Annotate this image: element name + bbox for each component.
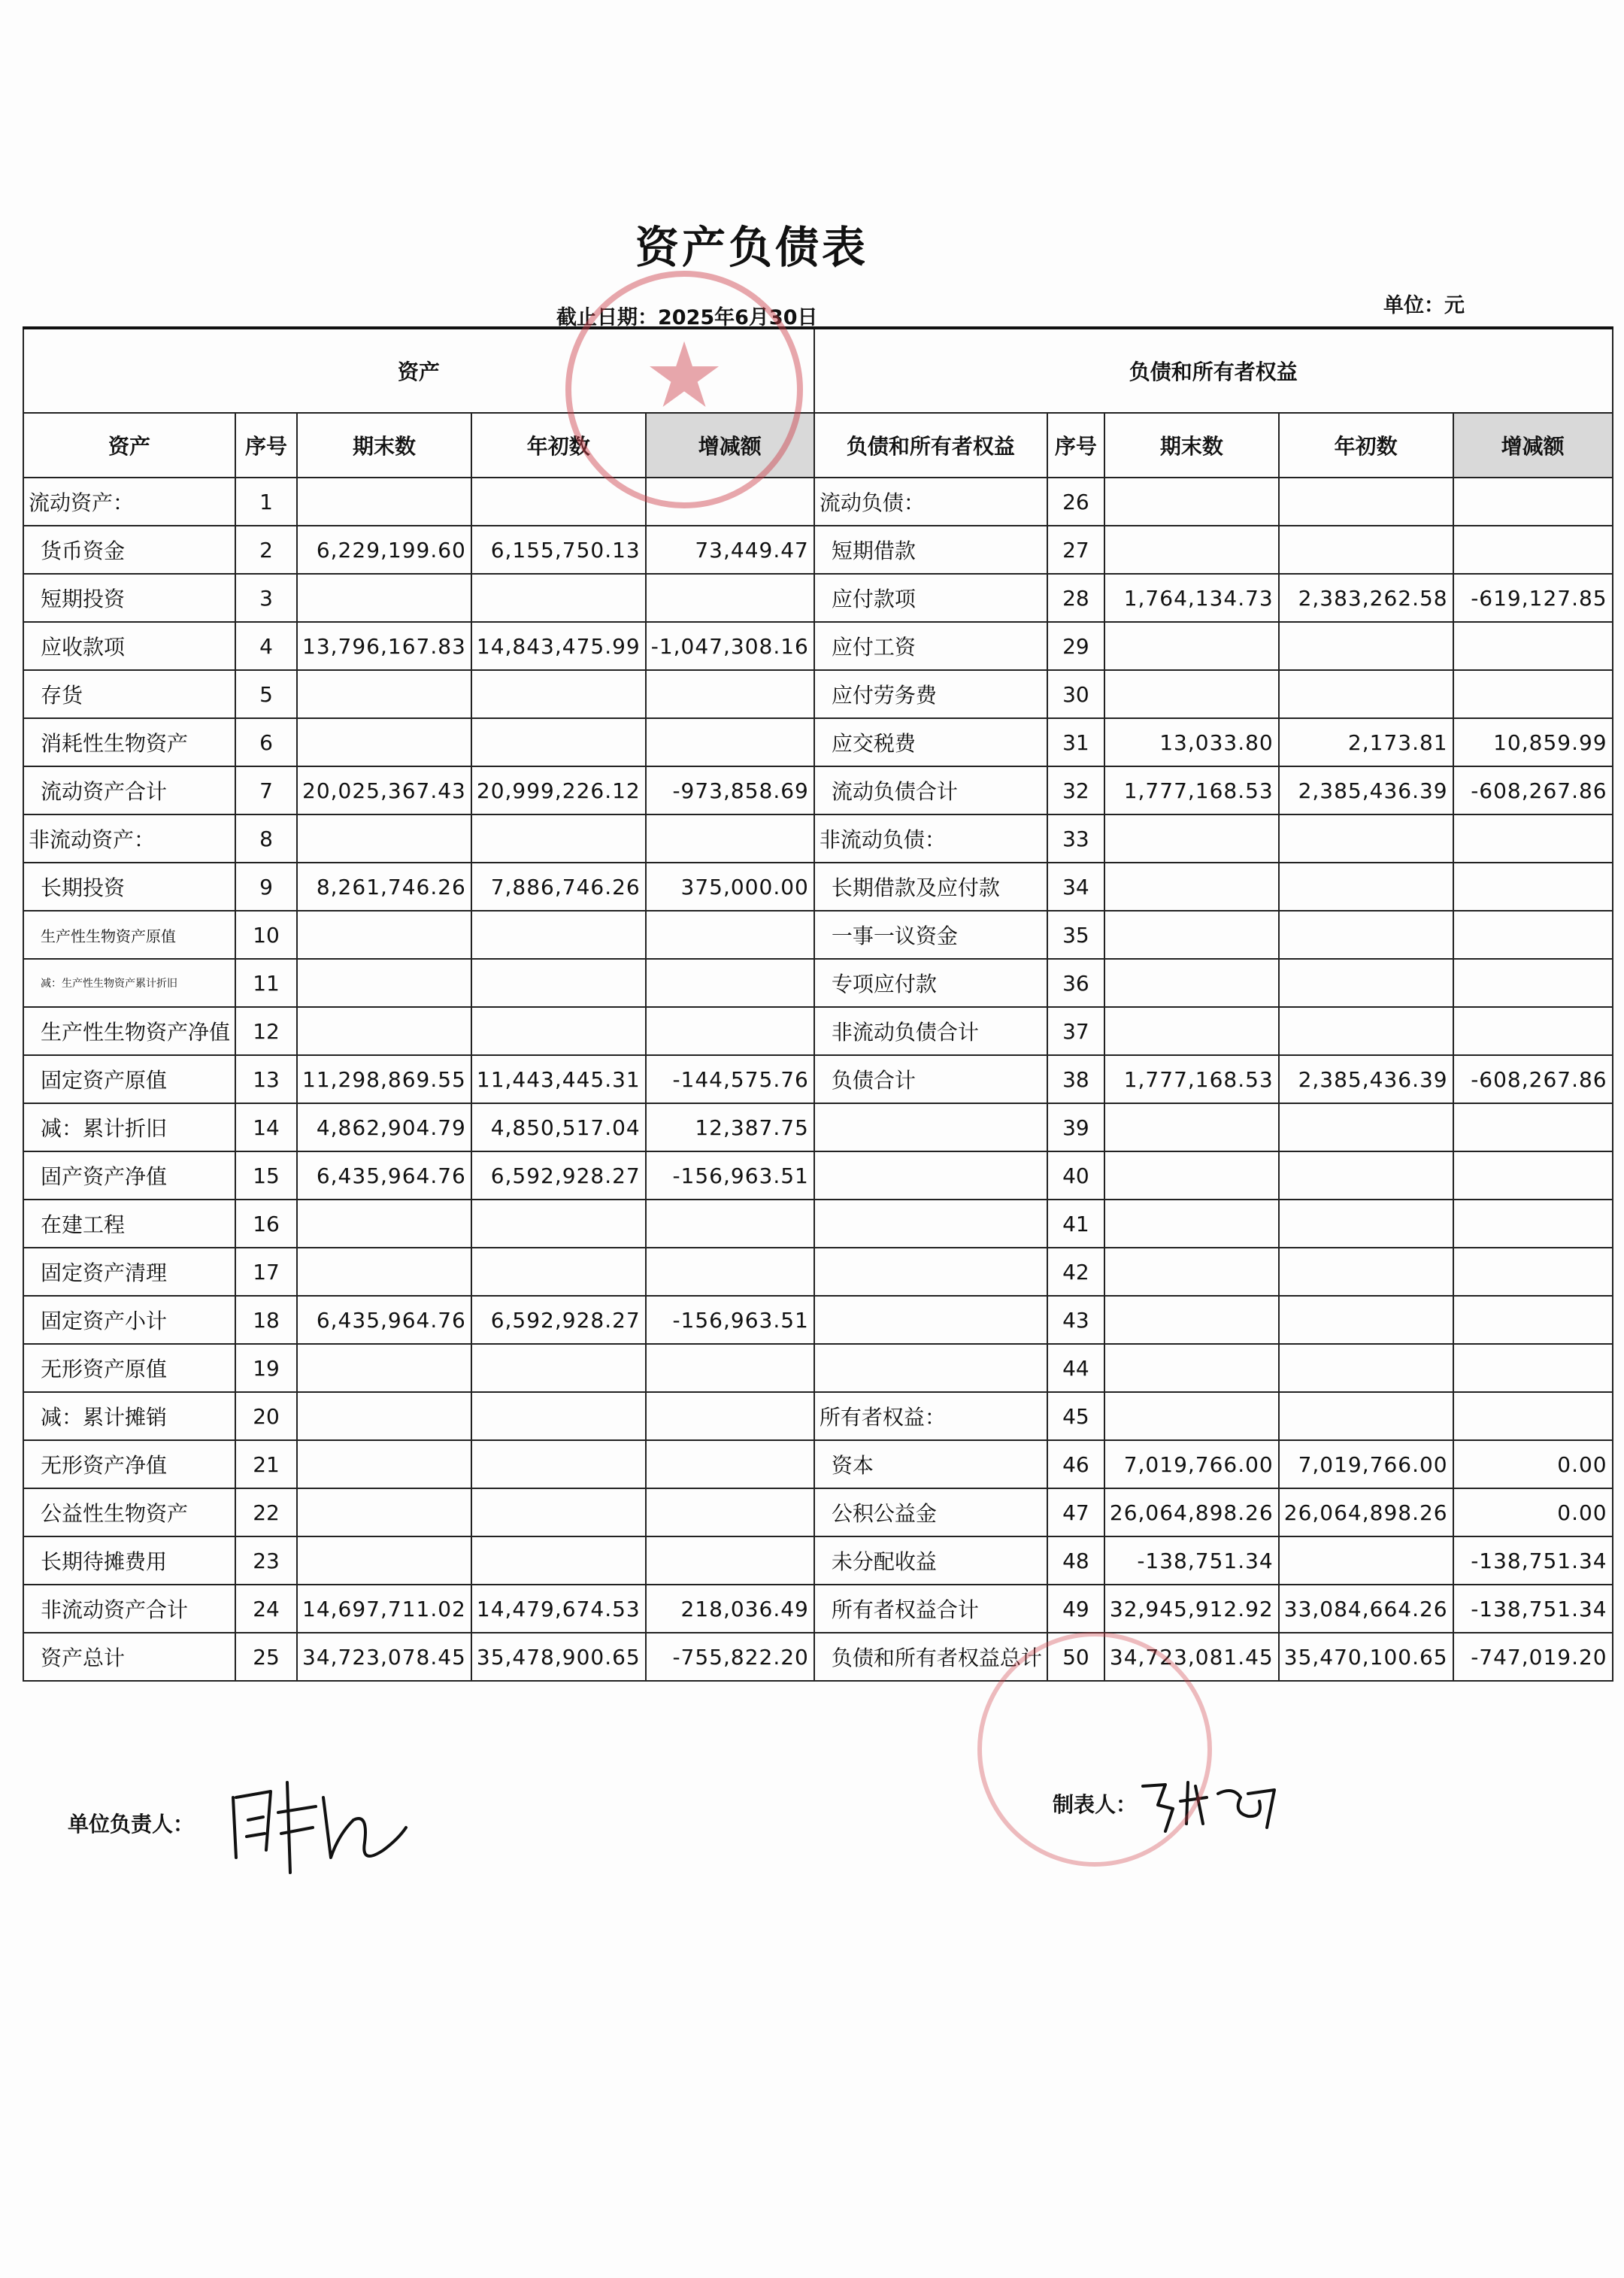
liab-change-cell — [1453, 911, 1613, 959]
liab-end-cell: 1,777,168.53 — [1104, 1055, 1279, 1103]
liab-end-cell — [1104, 1151, 1279, 1200]
asset-end-cell — [297, 1200, 471, 1248]
col-liab-seq: 序号 — [1047, 413, 1104, 478]
responsible-signature — [218, 1767, 414, 1880]
liab-begin-cell: 33,084,664.26 — [1279, 1585, 1453, 1633]
liab-name-cell: 未分配收益 — [814, 1536, 1047, 1585]
liab-begin-cell — [1279, 1248, 1453, 1296]
liab-change-cell — [1453, 959, 1613, 1007]
asset-name-cell: 短期投资 — [23, 574, 235, 622]
asset-seq-cell: 5 — [235, 670, 297, 718]
asset-change-cell — [646, 911, 814, 959]
preparer-label: 制表人： — [1053, 1792, 1138, 1817]
table-row — [23, 863, 1613, 911]
col-asset-end: 期末数 — [297, 413, 471, 478]
liab-change-cell — [1453, 1392, 1613, 1440]
report-date: 截止日期：2025年6月30日 — [556, 306, 818, 329]
liab-name-cell: 专项应付款 — [814, 959, 1047, 1007]
liab-name-cell: 流动负债： — [814, 478, 1047, 526]
liab-change-cell: -608,267.86 — [1453, 1055, 1613, 1103]
asset-seq-cell: 7 — [235, 766, 297, 814]
asset-begin-cell: 7,886,746.26 — [471, 863, 646, 911]
asset-name-cell: 无形资产原值 — [23, 1344, 235, 1392]
table-row — [23, 1007, 1613, 1055]
asset-change-cell: -144,575.76 — [646, 1055, 814, 1103]
asset-begin-cell — [471, 1488, 646, 1536]
asset-change-cell: -156,963.51 — [646, 1296, 814, 1344]
col-liab-name: 负债和所有者权益 — [814, 413, 1047, 478]
asset-name-cell: 生产性生物资产原值 — [23, 911, 235, 959]
table-row — [23, 1392, 1613, 1440]
asset-name-cell: 生产性生物资产净值 — [23, 1007, 235, 1055]
asset-begin-cell: 14,479,674.53 — [471, 1585, 646, 1633]
liab-change-cell — [1453, 1151, 1613, 1200]
asset-end-cell: 6,229,199.60 — [297, 526, 471, 574]
liab-seq-cell: 48 — [1047, 1536, 1104, 1585]
liab-begin-cell — [1279, 1007, 1453, 1055]
liab-change-cell: 10,859.99 — [1453, 718, 1613, 766]
liab-name-cell: 负债合计 — [814, 1055, 1047, 1103]
table-row — [23, 622, 1613, 670]
asset-end-cell: 11,298,869.55 — [297, 1055, 471, 1103]
asset-change-cell: -156,963.51 — [646, 1151, 814, 1200]
liab-begin-cell — [1279, 1296, 1453, 1344]
liab-change-cell: -619,127.85 — [1453, 574, 1613, 622]
liab-begin-cell: 26,064,898.26 — [1279, 1488, 1453, 1536]
liab-end-cell: 32,945,912.92 — [1104, 1585, 1279, 1633]
asset-change-cell — [646, 1488, 814, 1536]
asset-name-cell: 减：累计折旧 — [23, 1103, 235, 1151]
liab-change-cell — [1453, 863, 1613, 911]
asset-seq-cell: 11 — [235, 959, 297, 1007]
asset-begin-cell: 11,443,445.31 — [471, 1055, 646, 1103]
liab-seq-cell: 29 — [1047, 622, 1104, 670]
liab-seq-cell: 38 — [1047, 1055, 1104, 1103]
table-row — [23, 959, 1613, 1007]
liab-seq-cell: 34 — [1047, 863, 1104, 911]
liab-end-cell — [1104, 1007, 1279, 1055]
liab-name-cell — [814, 1296, 1047, 1344]
asset-seq-cell: 20 — [235, 1392, 297, 1440]
asset-seq-cell: 18 — [235, 1296, 297, 1344]
liab-change-cell: 0.00 — [1453, 1488, 1613, 1536]
liab-begin-cell: 7,019,766.00 — [1279, 1440, 1453, 1488]
asset-end-cell: 6,435,964.76 — [297, 1296, 471, 1344]
asset-end-cell — [297, 574, 471, 622]
liab-end-cell: 13,033.80 — [1104, 718, 1279, 766]
asset-seq-cell: 3 — [235, 574, 297, 622]
table-row — [23, 718, 1613, 766]
asset-change-cell — [646, 1536, 814, 1585]
asset-change-cell — [646, 1007, 814, 1055]
table-row — [23, 1151, 1613, 1200]
asset-end-cell — [297, 1007, 471, 1055]
liab-end-cell — [1104, 1392, 1279, 1440]
liab-end-cell: 34,723,081.45 — [1104, 1633, 1279, 1681]
group-assets-header: 资产 — [23, 328, 814, 413]
liab-end-cell — [1104, 478, 1279, 526]
liab-change-cell — [1453, 670, 1613, 718]
asset-begin-cell: 14,843,475.99 — [471, 622, 646, 670]
asset-end-cell: 34,723,078.45 — [297, 1633, 471, 1681]
asset-name-cell: 固定资产清理 — [23, 1248, 235, 1296]
liab-begin-cell — [1279, 1103, 1453, 1151]
asset-begin-cell — [471, 814, 646, 863]
asset-begin-cell — [471, 1440, 646, 1488]
liab-seq-cell: 35 — [1047, 911, 1104, 959]
asset-name-cell: 在建工程 — [23, 1200, 235, 1248]
asset-change-cell: -1,047,308.16 — [646, 622, 814, 670]
asset-end-cell — [297, 1488, 471, 1536]
liab-begin-cell: 2,385,436.39 — [1279, 766, 1453, 814]
asset-seq-cell: 14 — [235, 1103, 297, 1151]
asset-end-cell — [297, 959, 471, 1007]
asset-begin-cell: 35,478,900.65 — [471, 1633, 646, 1681]
asset-seq-cell: 24 — [235, 1585, 297, 1633]
liab-change-cell: -138,751.34 — [1453, 1585, 1613, 1633]
liab-name-cell: 应付劳务费 — [814, 670, 1047, 718]
asset-begin-cell — [471, 718, 646, 766]
asset-change-cell — [646, 1392, 814, 1440]
asset-begin-cell — [471, 1392, 646, 1440]
asset-begin-cell — [471, 911, 646, 959]
asset-begin-cell — [471, 670, 646, 718]
asset-end-cell — [297, 911, 471, 959]
table-row — [23, 1536, 1613, 1585]
liab-name-cell: 应交税费 — [814, 718, 1047, 766]
asset-begin-cell: 6,592,928.27 — [471, 1296, 646, 1344]
table-row — [23, 1248, 1613, 1296]
liab-seq-cell: 49 — [1047, 1585, 1104, 1633]
liab-end-cell — [1104, 959, 1279, 1007]
asset-change-cell: -755,822.20 — [646, 1633, 814, 1681]
liab-begin-cell — [1279, 1392, 1453, 1440]
liab-name-cell — [814, 1344, 1047, 1392]
table-row — [23, 1344, 1613, 1392]
liab-begin-cell: 2,385,436.39 — [1279, 1055, 1453, 1103]
official-seal — [565, 271, 803, 508]
liab-seq-cell: 41 — [1047, 1200, 1104, 1248]
liab-seq-cell: 40 — [1047, 1151, 1104, 1200]
col-asset-begin: 年初数 — [471, 413, 646, 478]
liab-change-cell — [1453, 622, 1613, 670]
responsible-label: 单位负责人： — [68, 1812, 195, 1837]
liab-name-cell — [814, 1200, 1047, 1248]
column-header-row — [23, 413, 1613, 478]
liab-begin-cell: 2,383,262.58 — [1279, 574, 1453, 622]
liab-name-cell: 应付工资 — [814, 622, 1047, 670]
table-row — [23, 478, 1613, 526]
asset-change-cell: 218,036.49 — [646, 1585, 814, 1633]
official-seal-faint — [977, 1632, 1212, 1867]
asset-name-cell: 固定资产小计 — [23, 1296, 235, 1344]
liab-seq-cell: 43 — [1047, 1296, 1104, 1344]
liab-seq-cell: 37 — [1047, 1007, 1104, 1055]
asset-change-cell — [646, 959, 814, 1007]
liab-end-cell — [1104, 1200, 1279, 1248]
liab-change-cell: 0.00 — [1453, 1440, 1613, 1488]
liab-name-cell: 所有者权益合计 — [814, 1585, 1047, 1633]
liab-change-cell — [1453, 1296, 1613, 1344]
liab-end-cell: 7,019,766.00 — [1104, 1440, 1279, 1488]
liab-name-cell: 长期借款及应付款 — [814, 863, 1047, 911]
asset-name-cell: 固定资产原值 — [23, 1055, 235, 1103]
group-header-row — [23, 328, 1613, 413]
table-row — [23, 1585, 1613, 1633]
asset-end-cell — [297, 478, 471, 526]
col-asset-change: 增减额 — [646, 413, 814, 478]
currency-unit: 单位：元 — [1383, 294, 1465, 317]
liab-name-cell: 短期借款 — [814, 526, 1047, 574]
asset-seq-cell: 10 — [235, 911, 297, 959]
asset-end-cell — [297, 1392, 471, 1440]
asset-end-cell: 20,025,367.43 — [297, 766, 471, 814]
asset-name-cell: 非流动资产： — [23, 814, 235, 863]
liab-begin-cell — [1279, 1200, 1453, 1248]
asset-seq-cell: 16 — [235, 1200, 297, 1248]
liab-begin-cell — [1279, 526, 1453, 574]
asset-seq-cell: 17 — [235, 1248, 297, 1296]
liab-seq-cell: 31 — [1047, 718, 1104, 766]
asset-begin-cell — [471, 1007, 646, 1055]
liab-change-cell — [1453, 1344, 1613, 1392]
asset-seq-cell: 19 — [235, 1344, 297, 1392]
asset-end-cell: 14,697,711.02 — [297, 1585, 471, 1633]
liab-change-cell: -608,267.86 — [1453, 766, 1613, 814]
asset-begin-cell — [471, 574, 646, 622]
asset-seq-cell: 2 — [235, 526, 297, 574]
liab-name-cell: 一事一议资金 — [814, 911, 1047, 959]
table-row — [23, 574, 1613, 622]
liab-end-cell — [1104, 670, 1279, 718]
liab-end-cell — [1104, 1248, 1279, 1296]
liab-begin-cell — [1279, 670, 1453, 718]
liab-begin-cell — [1279, 622, 1453, 670]
asset-change-cell: -973,858.69 — [646, 766, 814, 814]
asset-end-cell — [297, 718, 471, 766]
liab-seq-cell: 47 — [1047, 1488, 1104, 1536]
asset-name-cell: 非流动资产合计 — [23, 1585, 235, 1633]
table-row — [23, 1103, 1613, 1151]
asset-name-cell: 存货 — [23, 670, 235, 718]
asset-name-cell: 无形资产净值 — [23, 1440, 235, 1488]
liab-name-cell — [814, 1151, 1047, 1200]
liab-end-cell: 26,064,898.26 — [1104, 1488, 1279, 1536]
asset-name-cell: 固产资产净值 — [23, 1151, 235, 1200]
liab-name-cell: 非流动负债合计 — [814, 1007, 1047, 1055]
col-asset-name: 资产 — [23, 413, 235, 478]
table-row — [23, 1440, 1613, 1488]
asset-end-cell — [297, 814, 471, 863]
liab-begin-cell — [1279, 814, 1453, 863]
asset-begin-cell: 4,850,517.04 — [471, 1103, 646, 1151]
group-liabilities-header: 负债和所有者权益 — [814, 328, 1613, 413]
asset-end-cell — [297, 1536, 471, 1585]
liab-end-cell — [1104, 526, 1279, 574]
liab-change-cell: -747,019.20 — [1453, 1633, 1613, 1681]
asset-name-cell: 流动资产合计 — [23, 766, 235, 814]
asset-change-cell — [646, 1344, 814, 1392]
liab-name-cell: 公积公益金 — [814, 1488, 1047, 1536]
liab-change-cell — [1453, 1248, 1613, 1296]
asset-name-cell: 流动资产： — [23, 478, 235, 526]
asset-seq-cell: 23 — [235, 1536, 297, 1585]
liab-name-cell — [814, 1248, 1047, 1296]
asset-seq-cell: 4 — [235, 622, 297, 670]
asset-end-cell — [297, 670, 471, 718]
liab-begin-cell — [1279, 911, 1453, 959]
asset-seq-cell: 22 — [235, 1488, 297, 1536]
liab-begin-cell: 35,470,100.65 — [1279, 1633, 1453, 1681]
liab-seq-cell: 50 — [1047, 1633, 1104, 1681]
asset-seq-cell: 12 — [235, 1007, 297, 1055]
asset-end-cell: 13,796,167.83 — [297, 622, 471, 670]
liab-name-cell: 资本 — [814, 1440, 1047, 1488]
asset-change-cell — [646, 1440, 814, 1488]
liab-name-cell: 应付款项 — [814, 574, 1047, 622]
asset-begin-cell — [471, 959, 646, 1007]
asset-end-cell: 8,261,746.26 — [297, 863, 471, 911]
liab-end-cell — [1104, 911, 1279, 959]
liab-seq-cell: 30 — [1047, 670, 1104, 718]
asset-end-cell: 4,862,904.79 — [297, 1103, 471, 1151]
liab-change-cell — [1453, 478, 1613, 526]
liab-end-cell: 1,777,168.53 — [1104, 766, 1279, 814]
asset-name-cell: 消耗性生物资产 — [23, 718, 235, 766]
asset-name-cell: 减：生产性生物资产累计折旧 — [23, 959, 235, 1007]
asset-name-cell: 资产总计 — [23, 1633, 235, 1681]
liab-change-cell — [1453, 1200, 1613, 1248]
asset-end-cell — [297, 1248, 471, 1296]
asset-name-cell: 长期待摊费用 — [23, 1536, 235, 1585]
liab-seq-cell: 36 — [1047, 959, 1104, 1007]
liab-name-cell: 负债和所有者权益总计 — [814, 1633, 1047, 1681]
asset-begin-cell — [471, 1344, 646, 1392]
liab-change-cell: -138,751.34 — [1453, 1536, 1613, 1585]
asset-change-cell — [646, 1200, 814, 1248]
liab-seq-cell: 45 — [1047, 1392, 1104, 1440]
liab-end-cell — [1104, 1296, 1279, 1344]
asset-seq-cell: 8 — [235, 814, 297, 863]
asset-begin-cell — [471, 1248, 646, 1296]
table-row — [23, 1055, 1613, 1103]
liab-end-cell — [1104, 622, 1279, 670]
asset-name-cell: 公益性生物资产 — [23, 1488, 235, 1536]
liab-begin-cell — [1279, 1536, 1453, 1585]
liab-begin-cell — [1279, 959, 1453, 1007]
liab-end-cell: -138,751.34 — [1104, 1536, 1279, 1585]
asset-seq-cell: 25 — [235, 1633, 297, 1681]
liab-change-cell — [1453, 1103, 1613, 1151]
asset-begin-cell: 6,592,928.27 — [471, 1151, 646, 1200]
col-liab-begin: 年初数 — [1279, 413, 1453, 478]
asset-change-cell: 12,387.75 — [646, 1103, 814, 1151]
table-row — [23, 814, 1613, 863]
liab-change-cell — [1453, 814, 1613, 863]
col-liab-end: 期末数 — [1104, 413, 1279, 478]
asset-begin-cell: 20,999,226.12 — [471, 766, 646, 814]
asset-change-cell — [646, 574, 814, 622]
liab-seq-cell: 32 — [1047, 766, 1104, 814]
asset-seq-cell: 9 — [235, 863, 297, 911]
liab-seq-cell: 26 — [1047, 478, 1104, 526]
liab-seq-cell: 33 — [1047, 814, 1104, 863]
liab-seq-cell: 27 — [1047, 526, 1104, 574]
liab-name-cell: 流动负债合计 — [814, 766, 1047, 814]
table-row — [23, 1488, 1613, 1536]
liab-seq-cell: 46 — [1047, 1440, 1104, 1488]
liab-name-cell: 所有者权益： — [814, 1392, 1047, 1440]
liab-begin-cell — [1279, 1344, 1453, 1392]
liab-end-cell — [1104, 1103, 1279, 1151]
asset-seq-cell: 21 — [235, 1440, 297, 1488]
liab-end-cell — [1104, 863, 1279, 911]
liab-seq-cell: 39 — [1047, 1103, 1104, 1151]
asset-begin-cell — [471, 1536, 646, 1585]
asset-seq-cell: 1 — [235, 478, 297, 526]
asset-name-cell: 货币资金 — [23, 526, 235, 574]
liab-end-cell — [1104, 1344, 1279, 1392]
asset-seq-cell: 6 — [235, 718, 297, 766]
asset-name-cell: 应收款项 — [23, 622, 235, 670]
liab-name-cell: 非流动负债： — [814, 814, 1047, 863]
liab-seq-cell: 28 — [1047, 574, 1104, 622]
table-row — [23, 1633, 1613, 1681]
page-title: 资产负债表 — [635, 222, 868, 273]
liab-begin-cell — [1279, 478, 1453, 526]
table-row — [23, 766, 1613, 814]
liab-seq-cell: 42 — [1047, 1248, 1104, 1296]
asset-end-cell — [297, 1440, 471, 1488]
asset-change-cell — [646, 1248, 814, 1296]
col-asset-seq: 序号 — [235, 413, 297, 478]
asset-end-cell: 6,435,964.76 — [297, 1151, 471, 1200]
liab-begin-cell — [1279, 1151, 1453, 1200]
asset-seq-cell: 13 — [235, 1055, 297, 1103]
asset-change-cell — [646, 670, 814, 718]
liab-begin-cell: 2,173.81 — [1279, 718, 1453, 766]
table-row — [23, 526, 1613, 574]
table-row — [23, 1296, 1613, 1344]
table-row — [23, 1200, 1613, 1248]
liab-end-cell — [1104, 814, 1279, 863]
asset-name-cell: 减：累计摊销 — [23, 1392, 235, 1440]
liab-end-cell: 1,764,134.73 — [1104, 574, 1279, 622]
liab-seq-cell: 44 — [1047, 1344, 1104, 1392]
asset-begin-cell: 6,155,750.13 — [471, 526, 646, 574]
asset-change-cell — [646, 718, 814, 766]
asset-change-cell: 73,449.47 — [646, 526, 814, 574]
seal-star-icon: ★ — [644, 323, 725, 429]
liab-change-cell — [1453, 526, 1613, 574]
liab-change-cell — [1453, 1007, 1613, 1055]
col-liab-change: 增减额 — [1453, 413, 1613, 478]
asset-name-cell: 长期投资 — [23, 863, 235, 911]
liab-name-cell — [814, 1103, 1047, 1151]
asset-change-cell — [646, 814, 814, 863]
asset-seq-cell: 15 — [235, 1151, 297, 1200]
asset-change-cell: 375,000.00 — [646, 863, 814, 911]
asset-begin-cell — [471, 1200, 646, 1248]
balance-sheet-table — [23, 323, 1613, 1682]
table-row — [23, 670, 1613, 718]
liab-begin-cell — [1279, 863, 1453, 911]
asset-end-cell — [297, 1344, 471, 1392]
table-row — [23, 911, 1613, 959]
